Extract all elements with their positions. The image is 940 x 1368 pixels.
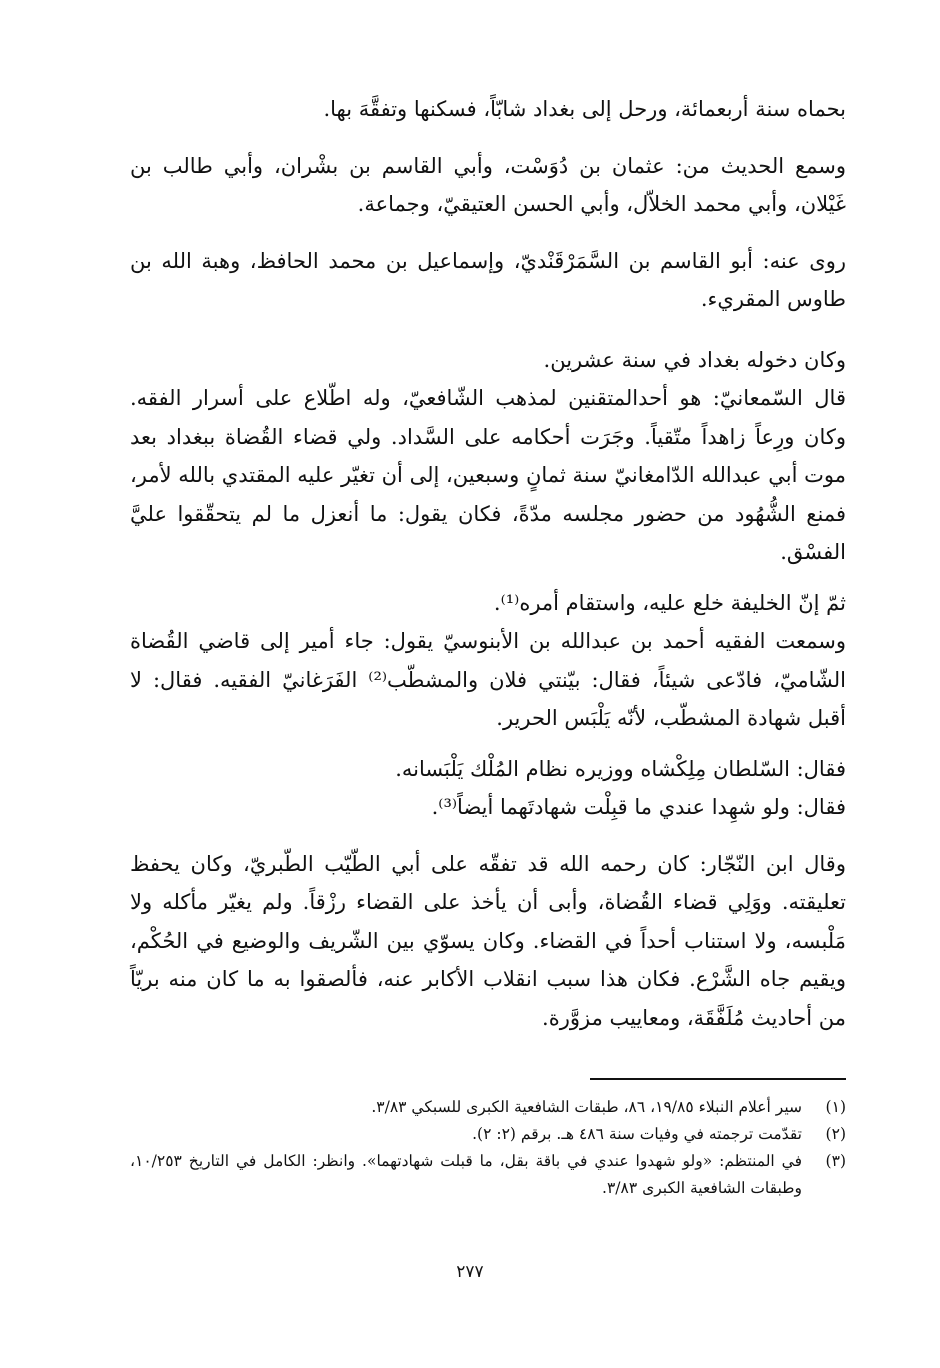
footnote-text: تقدّمت ترجمته في وفيات سنة ٤٨٦ هـ. برقم (٢: ٢). <box>472 1125 802 1143</box>
paragraph-caliph: ثمّ إنّ الخليفة خلع عليه، واستقام أمره⁽¹⁾. <box>493 590 846 615</box>
footnote-3 <box>130 1148 846 1202</box>
footnote-2 <box>130 1121 846 1148</box>
footnote-number: (٢) <box>825 1125 846 1143</box>
main-text <box>130 90 846 1037</box>
footnote-1 <box>130 1094 846 1121</box>
footnote-text: في المنتظم: «ولو شهدوا عندي في باقة بقل، ما قبلت شهادتهما». وانظر: الكامل في التاريخ ١٠/٢٥٣، وطبقات الشافعية الكبرى ٣/٨٣. <box>130 1152 802 1197</box>
footnote-text: سير أعلام النبلاء ١٩/٨٥، ٨٦، طبقات الشافعية الكبرى للسبكي ٣/٨٣. <box>371 1098 802 1116</box>
paragraph-testimony: فقال: ولو شهِدا عندي ما قبِلْت شهادتَهما أيضاً⁽³⁾. <box>431 795 846 819</box>
paragraph-intro: بحماه سنة أربعمائة، ورحل إلى بغداد شابّاً، فسكنها وتفقَّهَ بها. <box>323 97 846 121</box>
page-number: ٢٧٧ <box>456 1262 484 1282</box>
footnote-divider <box>590 1078 846 1080</box>
paragraph-narrators: روى عنه: أبو القاسم بن السَّمَرْقَنْديّ، وإسماعيل بن محمد الحافظ، وهبة الله بن طاوس المقريء. <box>130 248 846 311</box>
paragraph-ibn-najjar: وقال ابن النّجّار: كان رحمه الله قد تفقّه على أبي الطّيّب الطّبريّ، وكان يحفظ تعليقته. ووَلِي قضاء القُضاة، وأبى أن يأخذ على القضاء رزْقاً. ولم يغيّر مأكله ولا مَلْبسه، ولا استناب أحداً في القضاء. وكان يسوّي بين الشّريف والوضيع في الحُكْم، ويقيم جاه الشَّرْع. فكان هذا سبب انقلاب الأكابر عنه، فألصقوا به ما كان منه بريّاً من أحاديث مُلَفَّقَة، ومعاييب مزوَّرة. <box>130 851 846 1030</box>
paragraph-abnusi: وسمعت الفقيه أحمد بن عبدالله بن الأبنوسيّ يقول: جاء أمير إلى قاضي القُضاة الشّاميّ، فادّعى شيئاً، فقال: بيّنتي فلان والمشطّب⁽²⁾ الفَرَغانيّ الفقيه. فقال: لا أقبل شهادة المشطّب، لأنّه يَلْبَس الحرير. <box>130 629 846 730</box>
paragraph-hadith-teachers: وسمع الحديث من: عثمان بن دُوَسْت، وأبي القاسم بن بشْران، وأبي طالب بن غَيْلان، وأبي محمد الخلاّل، وأبي الحسن العتيقيّ، وجماعة. <box>130 153 846 216</box>
paragraph-sultan: فقال: السّلطان مِلِكْشاه ووزيره نظام المُلْك يَلْبَسانه. <box>395 756 846 781</box>
paragraph-samani: قال السّمعانيّ: هو أحدالمتقنين لمذهب الشّافعيّ، وله اطّلاع على أسرار الفقه. وكان ورِعاً زاهداً متّقياً. وجَرَت أحكامه على السَّداد. ولي قضاء القُضاة ببغداد بعد موت أبي عبدالله الدّامغانيّ سنة ثمانٍ وسبعين، إلى أن تغيّر عليه المقتدي بالله لأمر، فمنع الشُّهُود من حضور مجلسه مدّةً، فكان يقول: ما أنعزل ما لم يتحقّقوا عليَّ الفسْق. <box>130 386 846 564</box>
paragraph-arrival: وكان دخوله بغداد في سنة عشرين. <box>543 347 846 372</box>
footnote-number: (٣) <box>825 1152 846 1170</box>
footnotes <box>130 1094 846 1202</box>
footnote-number: (١) <box>825 1098 846 1116</box>
